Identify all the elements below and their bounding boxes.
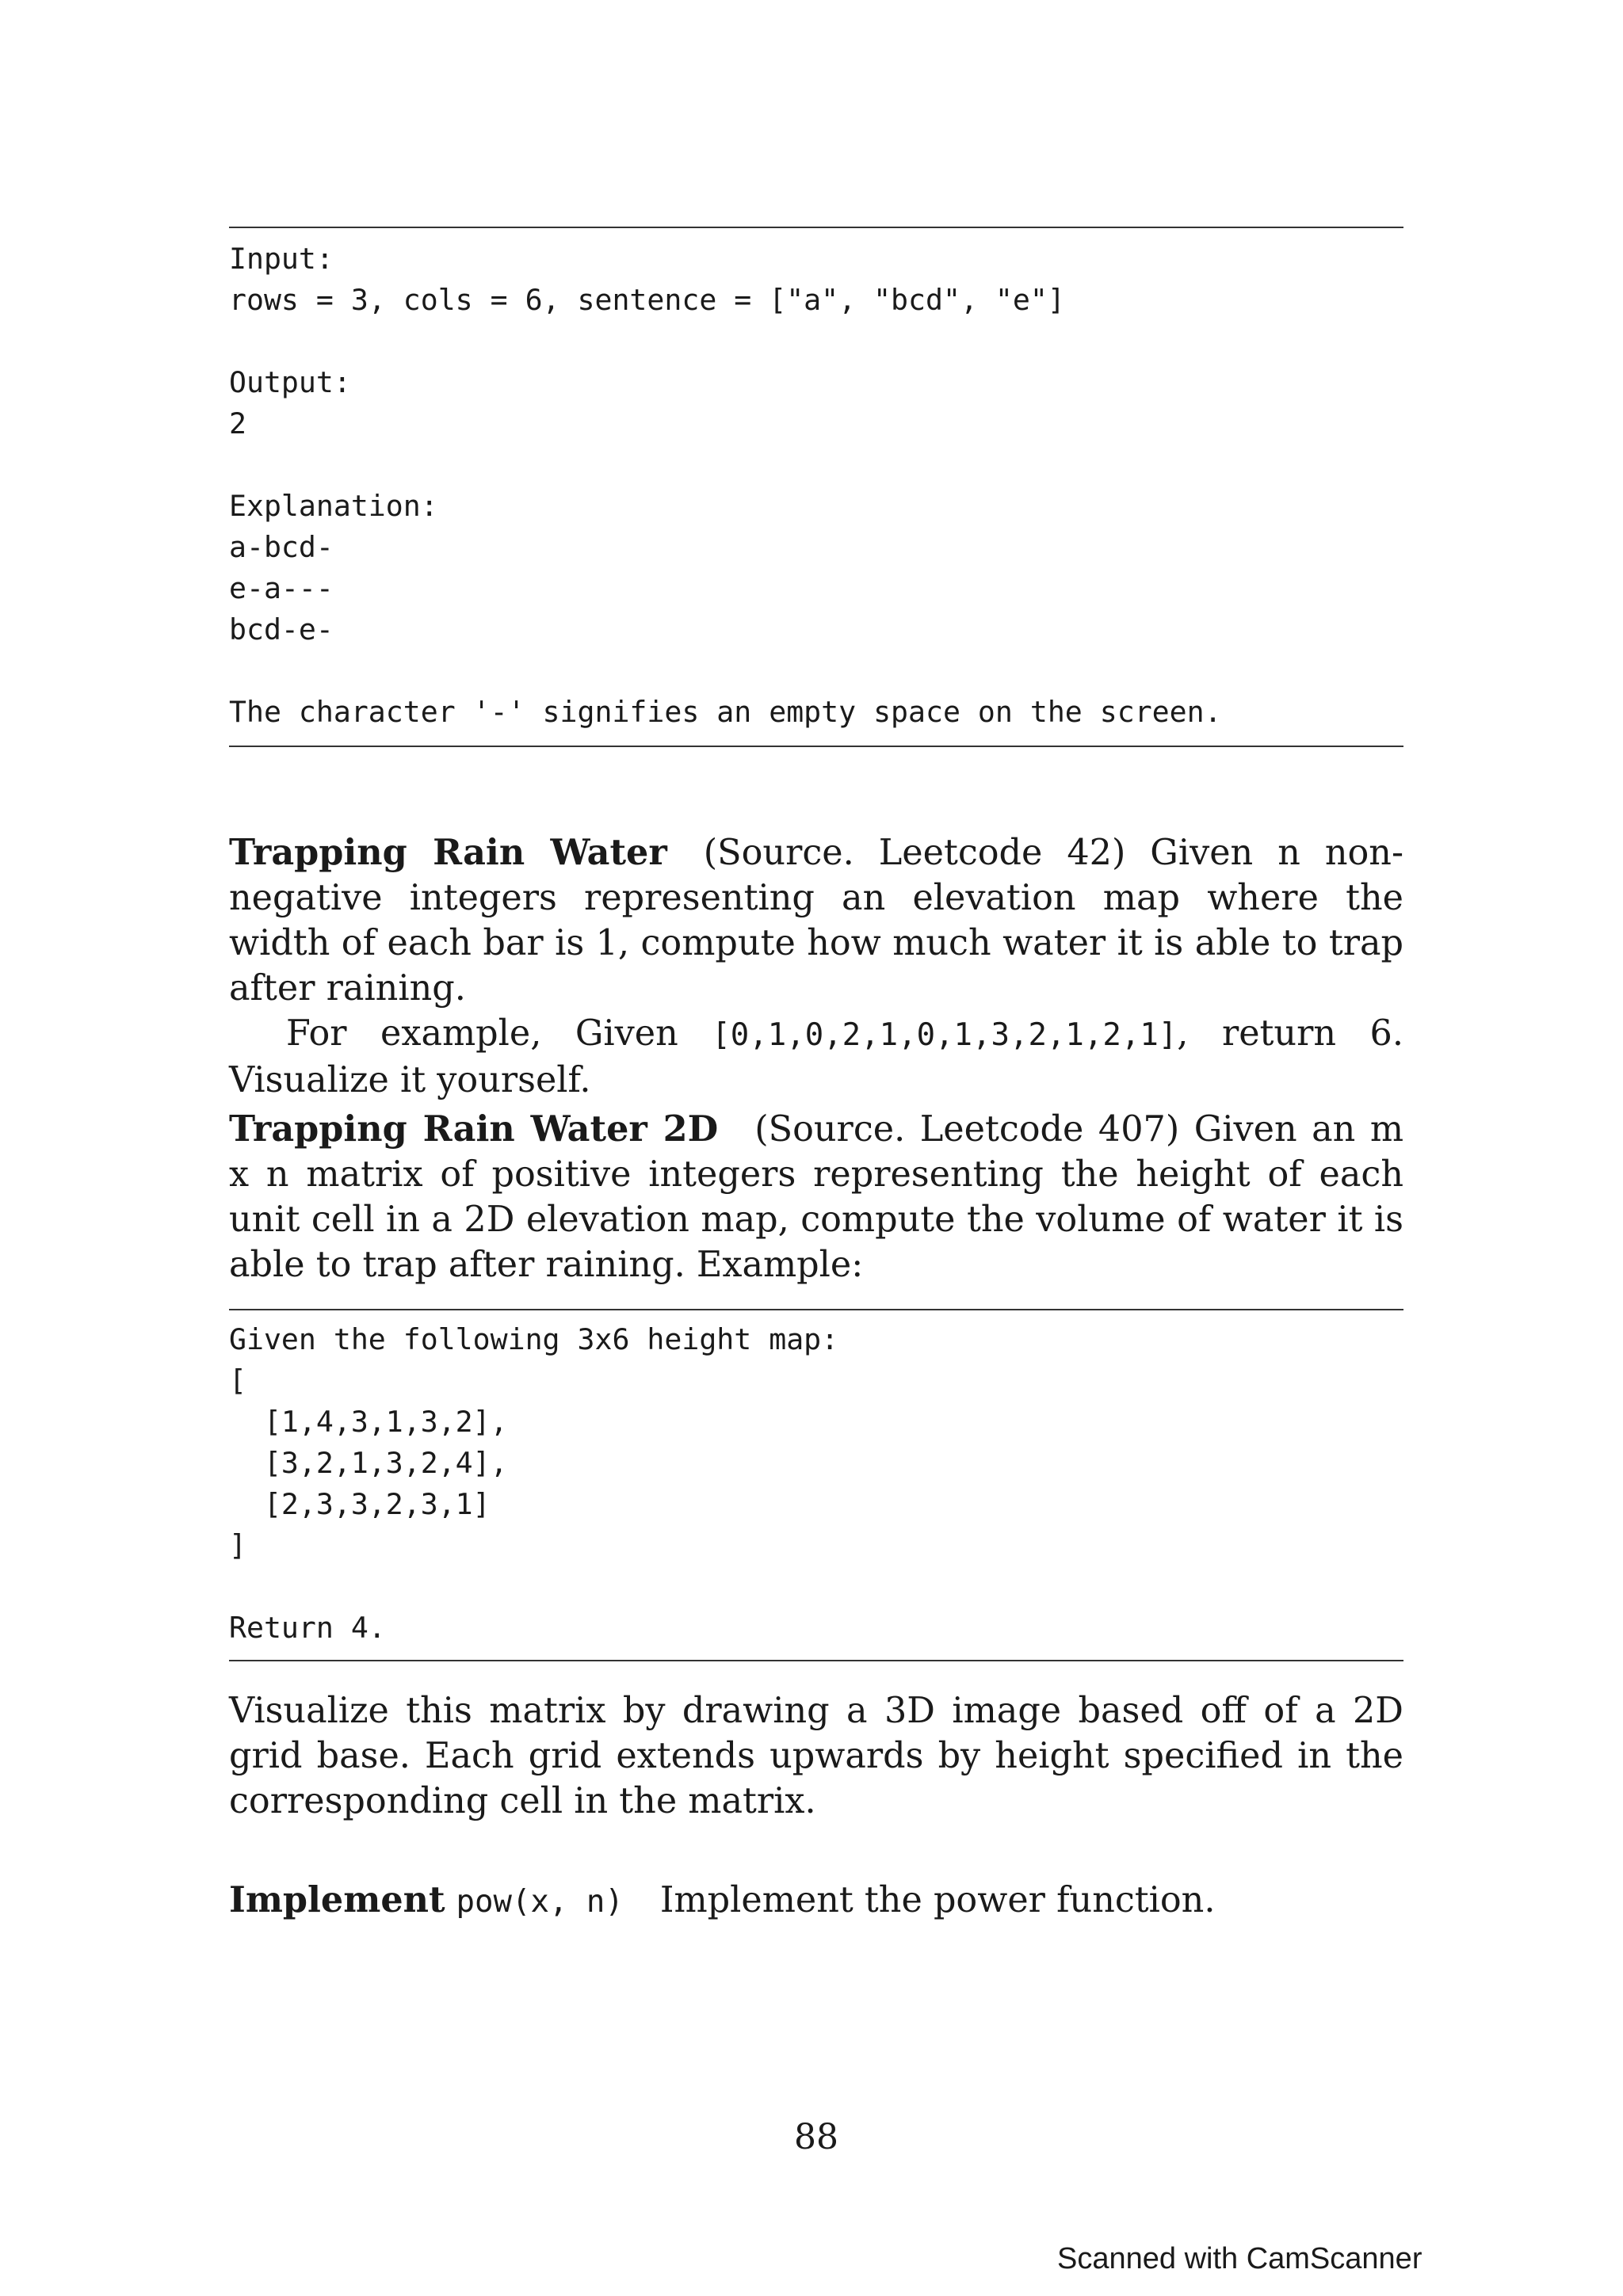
input-line: rows = 3, cols = 6, sentence = ["a", "bcd", "e"] — [229, 283, 1065, 317]
code-line: Return 4. — [229, 1611, 386, 1645]
trapping-rain-water-text: (Source. Leetcode 42) Given n non-negative integers representing an elevation map where the width of each bar is 1, compute how much water it is able to trap after raining. — [229, 833, 1403, 1009]
example-2-code-block — [229, 1319, 838, 1649]
bottom-rule-example-2 — [229, 1660, 1403, 1661]
example-array: [0,1,0,2,1,0,1,3,2,1,2,1] — [712, 1017, 1178, 1053]
code-line: [ — [229, 1363, 246, 1398]
trapping-rain-water-2d-section — [229, 1107, 1403, 1287]
pow-section — [229, 1878, 1403, 1924]
code-line: [3,2,1,3,2,4], — [229, 1446, 508, 1480]
code-line: ] — [229, 1528, 246, 1562]
example-intro: For example, Given — [286, 1013, 712, 1054]
output-label: Output: — [229, 365, 351, 399]
input-label: Input: — [229, 242, 334, 276]
example-1-code-block — [229, 238, 1222, 733]
pow-heading: Implement — [229, 1879, 445, 1920]
example-result: , return 6. Visualize it yourself. — [229, 1013, 1403, 1100]
document-page — [229, 0, 1403, 2296]
code-line: Given the following 3x6 height map: — [229, 1322, 839, 1356]
explanation-label: Explanation: — [229, 489, 438, 523]
code-line: [2,3,3,2,3,1] — [229, 1487, 491, 1521]
pow-text: Implement the power function. — [659, 1880, 1216, 1920]
trapping-rain-water-heading: Trapping Rain Water — [229, 832, 667, 873]
trapping-rain-water-2d-heading: Trapping Rain Water 2D — [229, 1108, 719, 1150]
top-rule-example-1 — [229, 227, 1403, 228]
explanation-line: a-bcd- — [229, 530, 334, 564]
pow-signature: pow(x, n) — [456, 1884, 624, 1920]
trapping-rain-water-2d-text: (Source. Leetcode 407) Given an m x n matrix of positive integers representing the height of each unit cell in a 2D elevation map, compute the volume of water it is able to trap after raining. Example: — [229, 1109, 1404, 1285]
page-number: 88 — [794, 2117, 838, 2157]
trapping-rain-water-section — [229, 830, 1403, 1103]
output-value: 2 — [229, 406, 246, 441]
example-note: The character '-' signifies an empty space on the screen. — [229, 695, 1222, 729]
explanation-line: bcd-e- — [229, 612, 334, 646]
scanner-watermark: Scanned with CamScanner — [1057, 2242, 1423, 2275]
code-line-blank — [229, 1566, 838, 1608]
explanation-line: e-a--- — [229, 571, 334, 605]
code-line: [1,4,3,1,3,2], — [229, 1405, 508, 1439]
visualize-text: Visualize this matrix by drawing a 3D image based off of a 2D grid base. Each grid extends upwards by height specified in the corresponding cell in the matrix. — [229, 1691, 1403, 1821]
bottom-rule-example-1 — [229, 746, 1403, 747]
top-rule-example-2 — [229, 1309, 1403, 1310]
visualize-paragraph — [229, 1688, 1403, 1824]
